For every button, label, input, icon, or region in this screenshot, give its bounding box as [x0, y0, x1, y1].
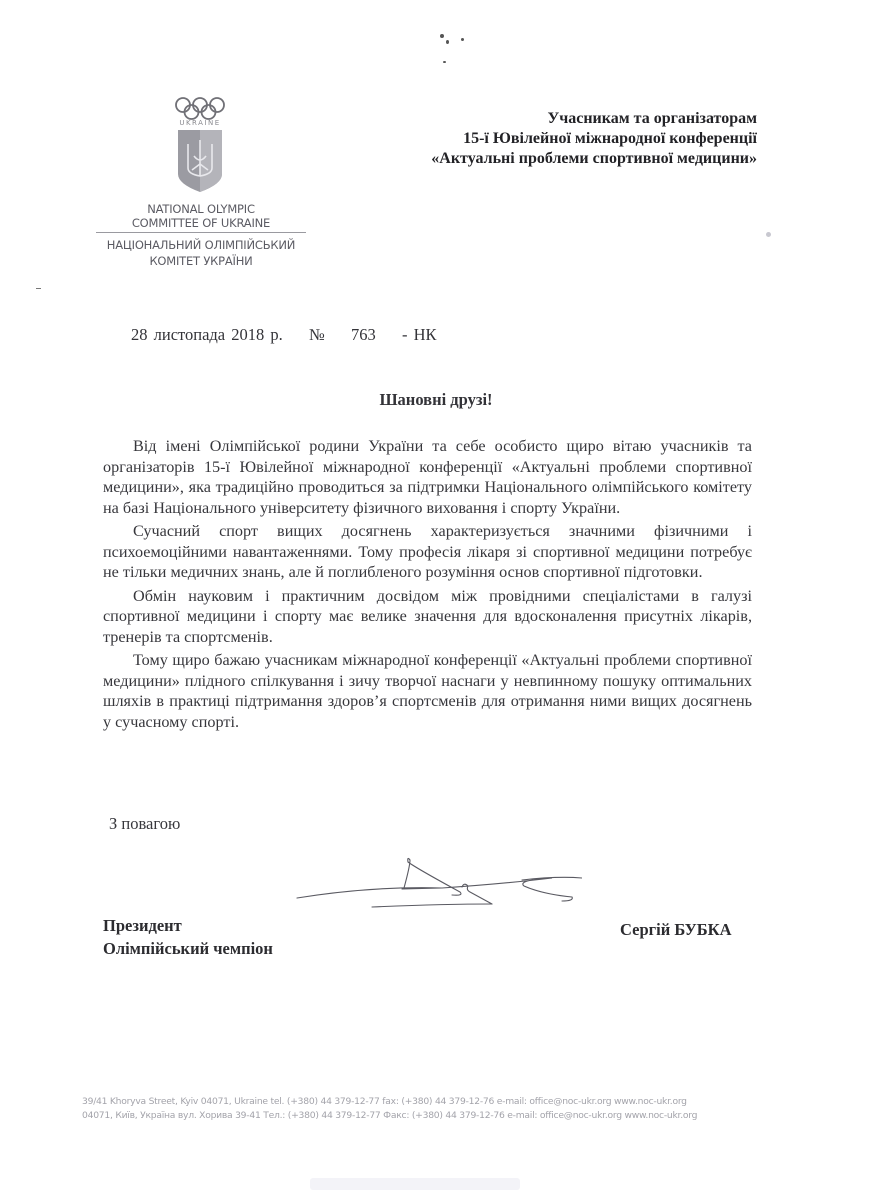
- scan-speck: [440, 34, 444, 38]
- salutation: Шановні друзі!: [379, 390, 493, 409]
- org-name-en-line: COMMITTEE OF UKRAINE: [131, 216, 271, 230]
- org-name-ua-line: НАЦІОНАЛЬНИЙ ОЛІМПІЙСЬКИЙ: [106, 238, 296, 252]
- org-name-divider: [96, 232, 306, 233]
- body-paragraph: Сучасний спорт вищих досягнень характеризується значними фізичними і психоемоційними навантаженнями. Тому професія лікаря зі спортивної медицини потребує не тільки медичних знань, але й поглибленого розуміння основ спортивної підготовки.: [103, 522, 752, 581]
- scan-speck: [766, 232, 771, 237]
- addressee-line: «Актуальні проблеми спортивної медицини»: [431, 150, 757, 167]
- letterhead-footer: [82, 1095, 762, 1123]
- org-name-en: [96, 202, 306, 230]
- scan-speck: [461, 38, 464, 41]
- signatory-position: [103, 914, 273, 960]
- signatory-title: Президент: [103, 916, 182, 935]
- footer-contact-en: 39/41 Khoryva Street, Kyiv 04071, Ukraine tel. (+380) 44 379-12-77 fax: (+380) 44 379-12-76 e-mail: office@noc-ukr.org www.noc-ukr.org: [82, 1096, 687, 1107]
- logo-country-label: UKRAINE: [179, 119, 221, 127]
- letter-number-suffix: - НК: [402, 325, 437, 344]
- body-paragraph: Обмін науковим і практичним досвідом між провідними спеціалістами в галузі спортивної медицини і спорту має велике значення для вдосконалення присутніх лікарів, тренерів та спортсменів.: [103, 586, 752, 646]
- letter-body: [103, 436, 752, 735]
- org-name-en-line: NATIONAL OLYMPIC: [147, 202, 255, 216]
- letter-date: 28 листопада 2018 р.: [131, 325, 283, 344]
- handwritten-signature: [292, 856, 582, 916]
- trident-shield-icon: [178, 130, 222, 192]
- scan-speck: [36, 288, 41, 289]
- scan-speck: [443, 61, 446, 63]
- number-sign: №: [309, 325, 325, 344]
- footer-contact-ua: 04071, Київ, Україна вул. Хорива 39-41 Тел.: (+380) 44 379-12-77 Факс: (+380) 44 379-12-76 e-mail: office@noc-ukr.org www.noc-ukr.org: [82, 1110, 698, 1121]
- addressee-line: 15-ї Ювілейної міжнародної конференції: [463, 130, 757, 147]
- org-name-ua-line: КОМІТЕТ УКРАЇНИ: [149, 254, 253, 268]
- signatory-subtitle: Олімпійський чемпіон: [103, 939, 273, 958]
- reference-line: [131, 325, 437, 345]
- body-paragraph: Тому щиро бажаю учасникам міжнародної конференції «Актуальні проблеми спортивної медицини» плідного спілкування і зичу творчої наснаги у невпинному пошуку оптимальних шляхів в практиці підтримання здоров’я спортсменів для отримання ними вищих досягнень у сучасному спорті.: [103, 651, 752, 731]
- org-name-ua: [96, 237, 306, 269]
- scan-speck: [446, 40, 449, 44]
- addressee-line: Учасникам та організаторам: [547, 110, 757, 127]
- scan-artifact: [310, 1178, 520, 1190]
- body-paragraph: Від імені Олімпійської родини України та себе особисто щиро вітаю учасників та організаторів 15-ї Ювілейної міжнародної конференції «Актуальні проблеми спортивної медицини», яка традиційно проводиться за підтримки Національного олімпійського комітету на базі Національного університету фізичного виховання і спорту України.: [103, 437, 752, 517]
- closing: З повагою: [109, 814, 181, 833]
- letter-number: 763: [351, 325, 376, 344]
- addressee-block: [431, 109, 757, 169]
- signatory-name: Сергій БУБКА: [620, 920, 732, 939]
